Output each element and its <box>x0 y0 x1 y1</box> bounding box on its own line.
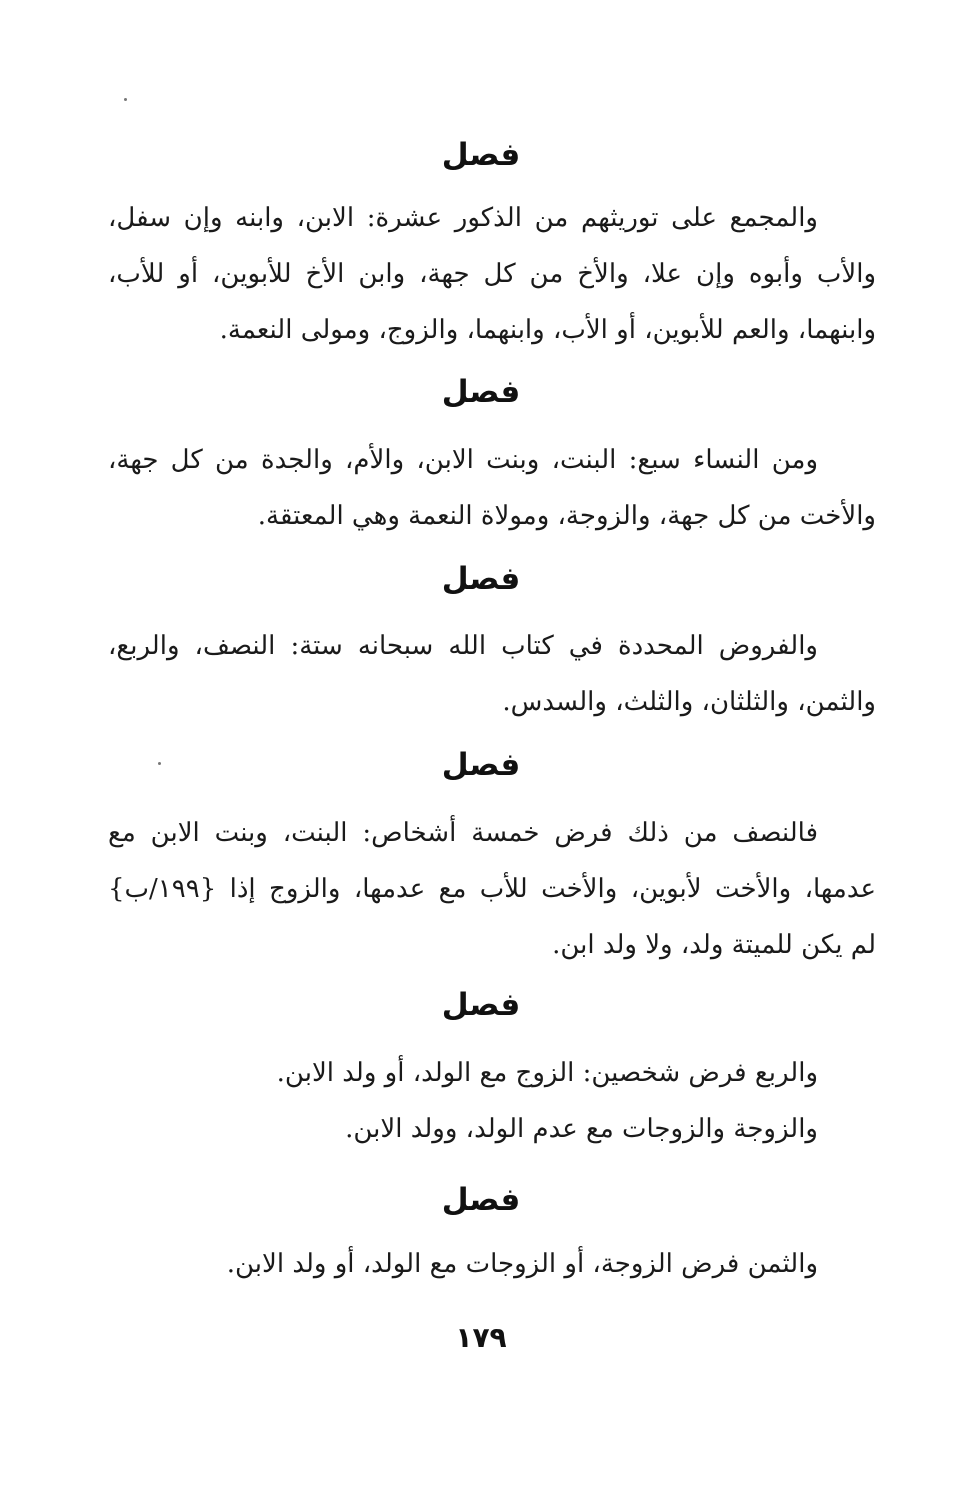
paragraph-line: والثمن، والثلثان، والثلث، والسدس. <box>502 687 876 717</box>
paragraph-line: عدمها، والأخت لأبوين، والأخت للأب مع عدمها، والزوج إذا {١٩٩/ب} <box>108 874 876 904</box>
section-paragraph <box>108 805 876 973</box>
paragraph-line: والفروض المحددة في كتاب الله سبحانه ستة: النصف، والربع، <box>108 631 818 661</box>
paragraph-line: والزوجة والزوجات مع عدم الولد، وولد الابن. <box>345 1114 818 1144</box>
paragraph-line: فالنصف من ذلك فرض خمسة أشخاص: البنت، وبنت الابن مع <box>108 818 818 848</box>
section-heading: فصل <box>441 137 521 173</box>
section-heading: فصل <box>441 747 521 783</box>
paragraph-line: والثمن فرض الزوجة، أو الزوجات مع الولد، أو ولد الابن. <box>226 1249 818 1279</box>
paragraph-line: ومن النساء سبع: البنت، وبنت الابن، والأم، والجدة من كل جهة، <box>108 445 818 475</box>
section-paragraph <box>108 1236 876 1292</box>
scan-speck <box>124 98 127 101</box>
section-paragraph <box>108 618 876 730</box>
section-paragraph <box>108 432 876 544</box>
section-heading: فصل <box>441 987 521 1023</box>
section-heading: فصل <box>441 561 521 597</box>
section-heading: فصل <box>441 374 521 410</box>
paragraph-line: والربع فرض شخصين: الزوج مع الولد، أو ولد الابن. <box>276 1058 818 1088</box>
page-number: ١٧٩ <box>455 1321 507 1354</box>
paragraph-line: لم يكن للميتة ولد، ولا ولد ابن. <box>552 930 876 960</box>
paragraph-line: والأب وأبوه وإن علا، والأخ من كل جهة، وابن الأخ للأبوين، أو للأب، <box>108 259 876 289</box>
section-paragraph <box>108 190 876 358</box>
paragraph-line: والمجمع على توريثهم من الذكور عشرة: الابن، وابنه وإن سفل، <box>108 203 818 233</box>
paragraph-line: والأخت من كل جهة، والزوجة، ومولاة النعمة وهي المعتقة. <box>257 501 876 531</box>
section-heading: فصل <box>441 1182 521 1218</box>
paragraph-line: وابنهما، والعم للأبوين، أو الأب، وابنهما، والزوج، ومولى النعمة. <box>219 315 876 345</box>
section-paragraph <box>108 1045 876 1157</box>
